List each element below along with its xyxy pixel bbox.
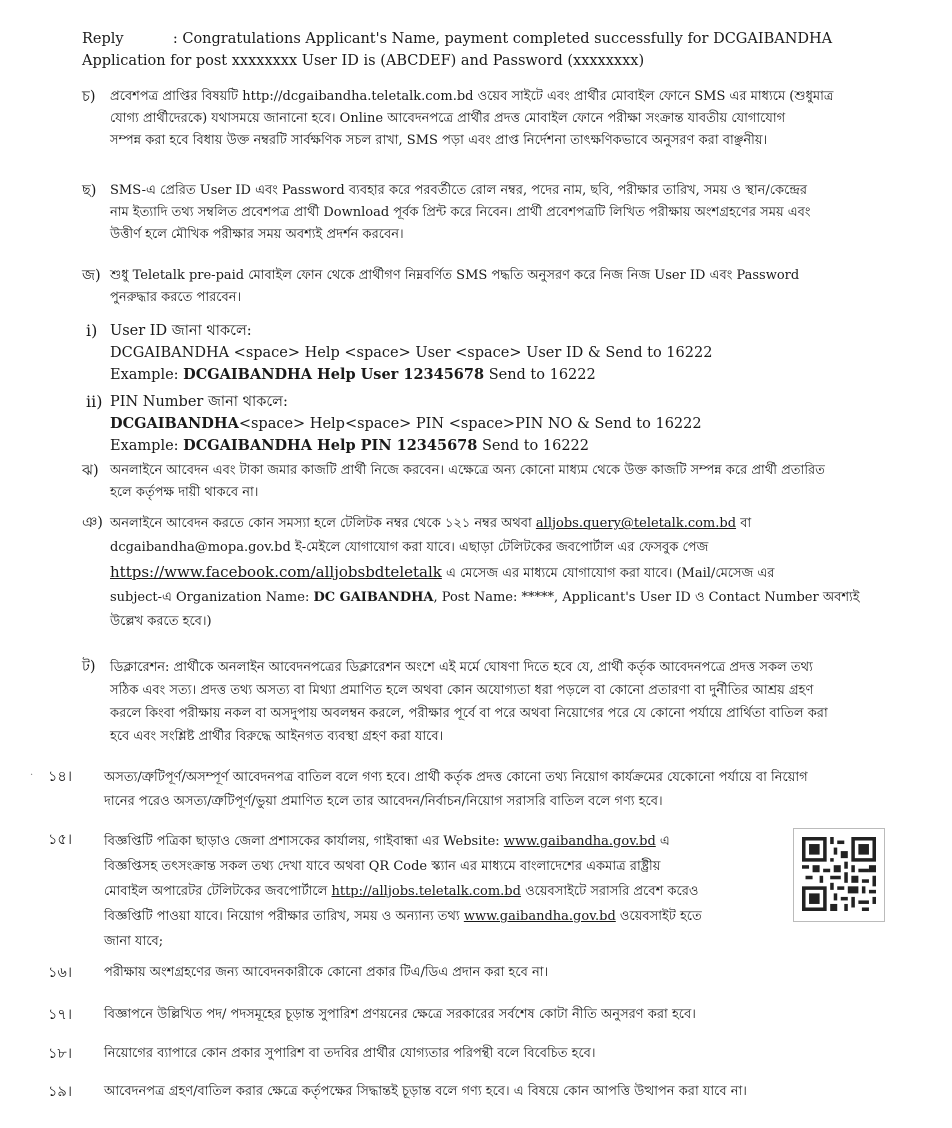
item-cha-line: প্রবেশপত্র প্রাপ্তির বিষয়টি http://dcgaibandha.teletalk.com.bd ওয়েব সাইটে এবং প্রার্থীর মোবাইল ফোনে SMS এর মাধ্যমে (শুধুমাত্র [110,89,834,104]
item-nya [110,512,880,634]
item-cha [110,86,880,152]
item-14-line: দানের পরেও অসত্য/ত্রুটিপূর্ণ/ভুয়া প্রমাণিত হলে তার আবেদন/নির্বাচন/নিয়োগ সরাসরি বাতিল বলে গণ্য হবে। [104,794,663,809]
nya-text: , Post Name: *****, Applicant's User ID ও Contact Number অবশ্যই [433,590,860,605]
command-tail: <space> Help<space> PIN <space>PIN NO & Send to 16222 [238,416,702,432]
example-command: DCGAIBANDHA Help User 12345678 [183,366,485,383]
example-tail: Send to 16222 [481,438,589,454]
item-chha [110,180,880,246]
sub-ii-head: PIN Number জানা থাকলে: [110,394,288,410]
item-15-line [104,829,784,854]
item-marker-15: ১৫। [48,832,73,848]
item-marker-18: ১৮। [48,1046,73,1062]
reply-sep: : [172,31,178,47]
item-marker-19: ১৯। [48,1084,73,1100]
reply-line-1 [82,28,882,50]
item-15-line [104,879,784,904]
sub-item-i [110,320,880,386]
item-jha-line: অনলাইনে আবেদন এবং টাকা জমার কাজটি প্রার্থী নিজে করবেন। এক্ষেত্রে অন্য কোনো মাধ্যম থেকে উক্ত কাজটি সম্পন্ন করে প্রার্থী প্রতারিত [110,463,825,478]
item-18: নিয়োগের ব্যাপারে কোন প্রকার সুপারিশ বা তদবির প্রার্থীর যোগ্যতার পরিপন্থী বলে বিবেচিত হবে। [104,1046,596,1061]
website-link-teletalk[interactable]: http://alljobs.teletalk.com.bd [331,884,521,899]
qr-code-icon[interactable] [793,828,885,922]
item-ta-line: হবে এবং সংশ্লিষ্ট প্রার্থীর বিরুদ্ধে আইনগত ব্যবস্থা গ্রহণ করা যাবে। [110,729,444,744]
item-cha-line: যোগ্য প্রার্থীদেরকে) যথাসময়ে জানানো হবে। Online আবেদনপত্রে প্রার্থীর প্রদত্ত মোবাইল ফোনে পরীক্ষা সংক্রান্ত যাবতীয় যোগাযোগ [110,111,786,126]
item-15-line: জানা যাবে; [104,934,164,949]
reply-line-2: Application for post xxxxxxxx User ID is (ABCDEF) and Password (xxxxxxxx) [82,53,645,69]
reply-text: Congratulations Applicant's Name, payment completed successfully for DCGAIBANDHA [182,31,833,47]
example-label: Example: [110,438,179,454]
item-chha-line: নাম ইত্যাদি তথ্য সম্বলিত প্রবেশপত্র প্রার্থী Download পূর্বক প্রিন্ট করে নিবেন। প্রার্থী প্রবেশপত্রটি লিখিত পরীক্ষায় অংশগ্রহণের সময় এবং [110,205,811,220]
item-marker-nya: ঞ) [82,515,103,531]
item-ja-line: পুনরুদ্ধার করতে পারবেন। [110,290,242,305]
n15-text: বিজ্ঞপ্তিটি পাওয়া যাবে। নিয়োগ পরীক্ষার তারিখ, সময় ও অন্যান্য তথ্য [104,909,460,924]
command-bold: DCGAIBANDHA [110,415,239,432]
item-jha [110,460,880,504]
item-marker-jha: ঝ) [82,463,99,479]
item-14-line: অসত্য/ত্রুটিপূর্ণ/অসম্পূর্ণ আবেদনপত্র বাতিল বলে গণ্য হবে। প্রার্থী কর্তৃক প্রদত্ত কোনো তথ্য নিয়োগ কার্যক্রমের যেকোনো পর্যায়ে বা নিয়োগ [104,770,808,785]
item-marker-14: ১৪। [48,769,73,785]
item-cha-line: সম্পন্ন করা হবে বিধায় উক্ত নম্বরটি সার্বক্ষণিক সচল রাখা, SMS পড়া এবং প্রাপ্ত নির্দেশনা তাৎক্ষণিকভাবে অনুসরণ করা বাঞ্ছনীয়। [110,133,768,148]
sub-marker-i: i) [86,321,98,340]
nya-text: subject-এ Organization Name: [110,590,310,605]
item-15-line [104,904,784,929]
item-ja-line: শুধু Teletalk pre-paid মোবাইল ফোন থেকে প্রার্থীগণ নিম্নবর্ণিত SMS পদ্ধতি অনুসরণ করে নিজ নিজ User ID এবং Password [110,268,800,283]
item-17: বিজ্ঞাপনে উল্লিখিত পদ/ পদসমূহের চূড়ান্ত সুপারিশ প্রণয়নের ক্ষেত্রে সরকারের সর্বশেষ কোটা নীতি অনুসরণ করা হবে। [104,1007,696,1022]
sub-i-command: DCGAIBANDHA <space> Help <space> User <space> User ID & Send to 16222 [110,345,713,361]
item-marker-cha: চ) [82,89,96,105]
item-jha-line: হলে কর্তৃপক্ষ দায়ী থাকবে না। [110,485,259,500]
item-ta-line: সঠিক এবং সত্য। প্রদত্ত তথ্য অসত্য বা মিথ্যা প্রমাণিত হলে অথবা কোন অযোগ্যতা ধরা পড়লে বা কোনো প্রতারণা বা দুর্নীতির আশ্রয় গ্রহণ [110,683,814,698]
item-marker-chha: ছ) [82,183,97,199]
item-15-line: বিজ্ঞপ্তিসহ তৎসংক্রান্ত সকল তথ্য দেখা যাবে অথবা QR Code স্ক্যান এর মাধ্যমে বাংলাদেশের একমাত্র রাষ্ট্রীয় [104,859,661,874]
item-marker-17: ১৭। [48,1007,73,1023]
item-chha-line: উত্তীর্ণ হলে মৌখিক পরীক্ষার সময় অবশ্যই প্রদর্শন করবেন। [110,227,404,242]
item-nya-line [110,560,880,586]
sub-ii-example [110,435,880,457]
sub-item-ii [110,391,880,457]
sub-marker-ii: ii) [86,392,103,411]
item-ta-line: করলে কিংবা পরীক্ষায় নকল বা অসদুপায় অবলম্বন করলে, পরীক্ষার পূর্বে বা পরে অথবা নিয়োগের পরে যে কোনো পর্যায়ে প্রার্থিতা বাতিল করা [110,706,828,721]
nya-text: অনলাইনে আবেদন করতে কোন সমস্যা হলে টেলিটক নম্বর থেকে ১২১ নম্বর অথবা [110,516,532,531]
item-15 [104,829,784,954]
organization-name: DC GAIBANDHA [313,590,434,605]
example-command: DCGAIBANDHA Help PIN 12345678 [183,437,478,454]
nya-text: বা [740,516,752,531]
qr-code-graphic [802,837,876,911]
example-label: Example: [110,367,179,383]
item-chha-line: SMS-এ প্রেরিত User ID এবং Password ব্যবহার করে পরবর্তীতে রোল নম্বর, পদের নাম, ছবি, পরীক্ষার তারিখ, সময় ও স্থান/কেন্দ্রের [110,183,808,198]
email-link-alljobs[interactable]: alljobs.query@teletalk.com.bd [535,516,737,531]
sub-ii-command [110,413,880,435]
sub-i-example [110,364,880,386]
n15-text: মোবাইল অপারেটর টেলিটকের জবপোর্টালে [104,884,328,899]
n15-text: এ [659,834,670,849]
item-nya-line [110,586,880,610]
website-link-gaibandha[interactable]: www.gaibandha.gov.bd [503,834,656,849]
item-nya-line: dcgaibandha@mopa.gov.bd ই-মেইলে যোগাযোগ করা যাবে। এছাড়া টেলিটকের জবপোর্টাল এর ফেসবুক পেজ [110,540,709,555]
scan-speck: · [30,770,34,781]
facebook-link[interactable]: https://www.facebook.com/alljobsbdteletalk [110,563,442,581]
item-marker-ja: জ) [82,268,101,284]
item-nya-line: উল্লেখ করতে হবে।) [110,614,212,629]
reply-label: Reply [82,31,124,47]
item-14 [104,766,884,814]
item-ta [110,656,880,748]
n15-text: ওয়েবসাইটে সরাসরি প্রবেশ করেও [525,884,699,899]
item-19: আবেদনপত্র গ্রহণ/বাতিল করার ক্ষেত্রে কর্তৃপক্ষের সিদ্ধান্তই চূড়ান্ত বলে গণ্য হবে। এ বিষয়ে কোন আপত্তি উত্থাপন করা যাবে না। [104,1084,747,1099]
example-tail: Send to 16222 [488,367,596,383]
item-16: পরীক্ষায় অংশগ্রহণের জন্য আবেদনকারীকে কোনো প্রকার টিএ/ডিএ প্রদান করা হবে না। [104,965,549,980]
nya-text: এ মেসেজ এর মাধ্যমে যোগাযোগ করা যাবে। (Mail/মেসেজ এর [446,566,775,581]
item-ta-line: ডিক্লারেশন: প্রার্থীকে অনলাইন আবেদনপত্রের ডিক্লারেশন অংশে এই মর্মে ঘোষণা দিতে হবে যে, প্রার্থী কর্তৃক আবেদনপত্রে প্রদত্ত সকল তথ্য [110,660,813,675]
n15-text: বিজ্ঞপ্তিটি পত্রিকা ছাড়াও জেলা প্রশাসকের কার্যালয়, গাইবান্ধা এর Website: [104,834,500,849]
sub-i-head: User ID জানা থাকলে: [110,323,252,339]
n15-text: ওয়েবসাইট হতে [619,909,702,924]
item-ja [110,265,880,309]
item-marker-16: ১৬। [48,965,73,981]
item-nya-line [110,512,880,536]
item-marker-ta: ট) [82,659,96,675]
website-link-gaibandha-2[interactable]: www.gaibandha.gov.bd [463,909,616,924]
